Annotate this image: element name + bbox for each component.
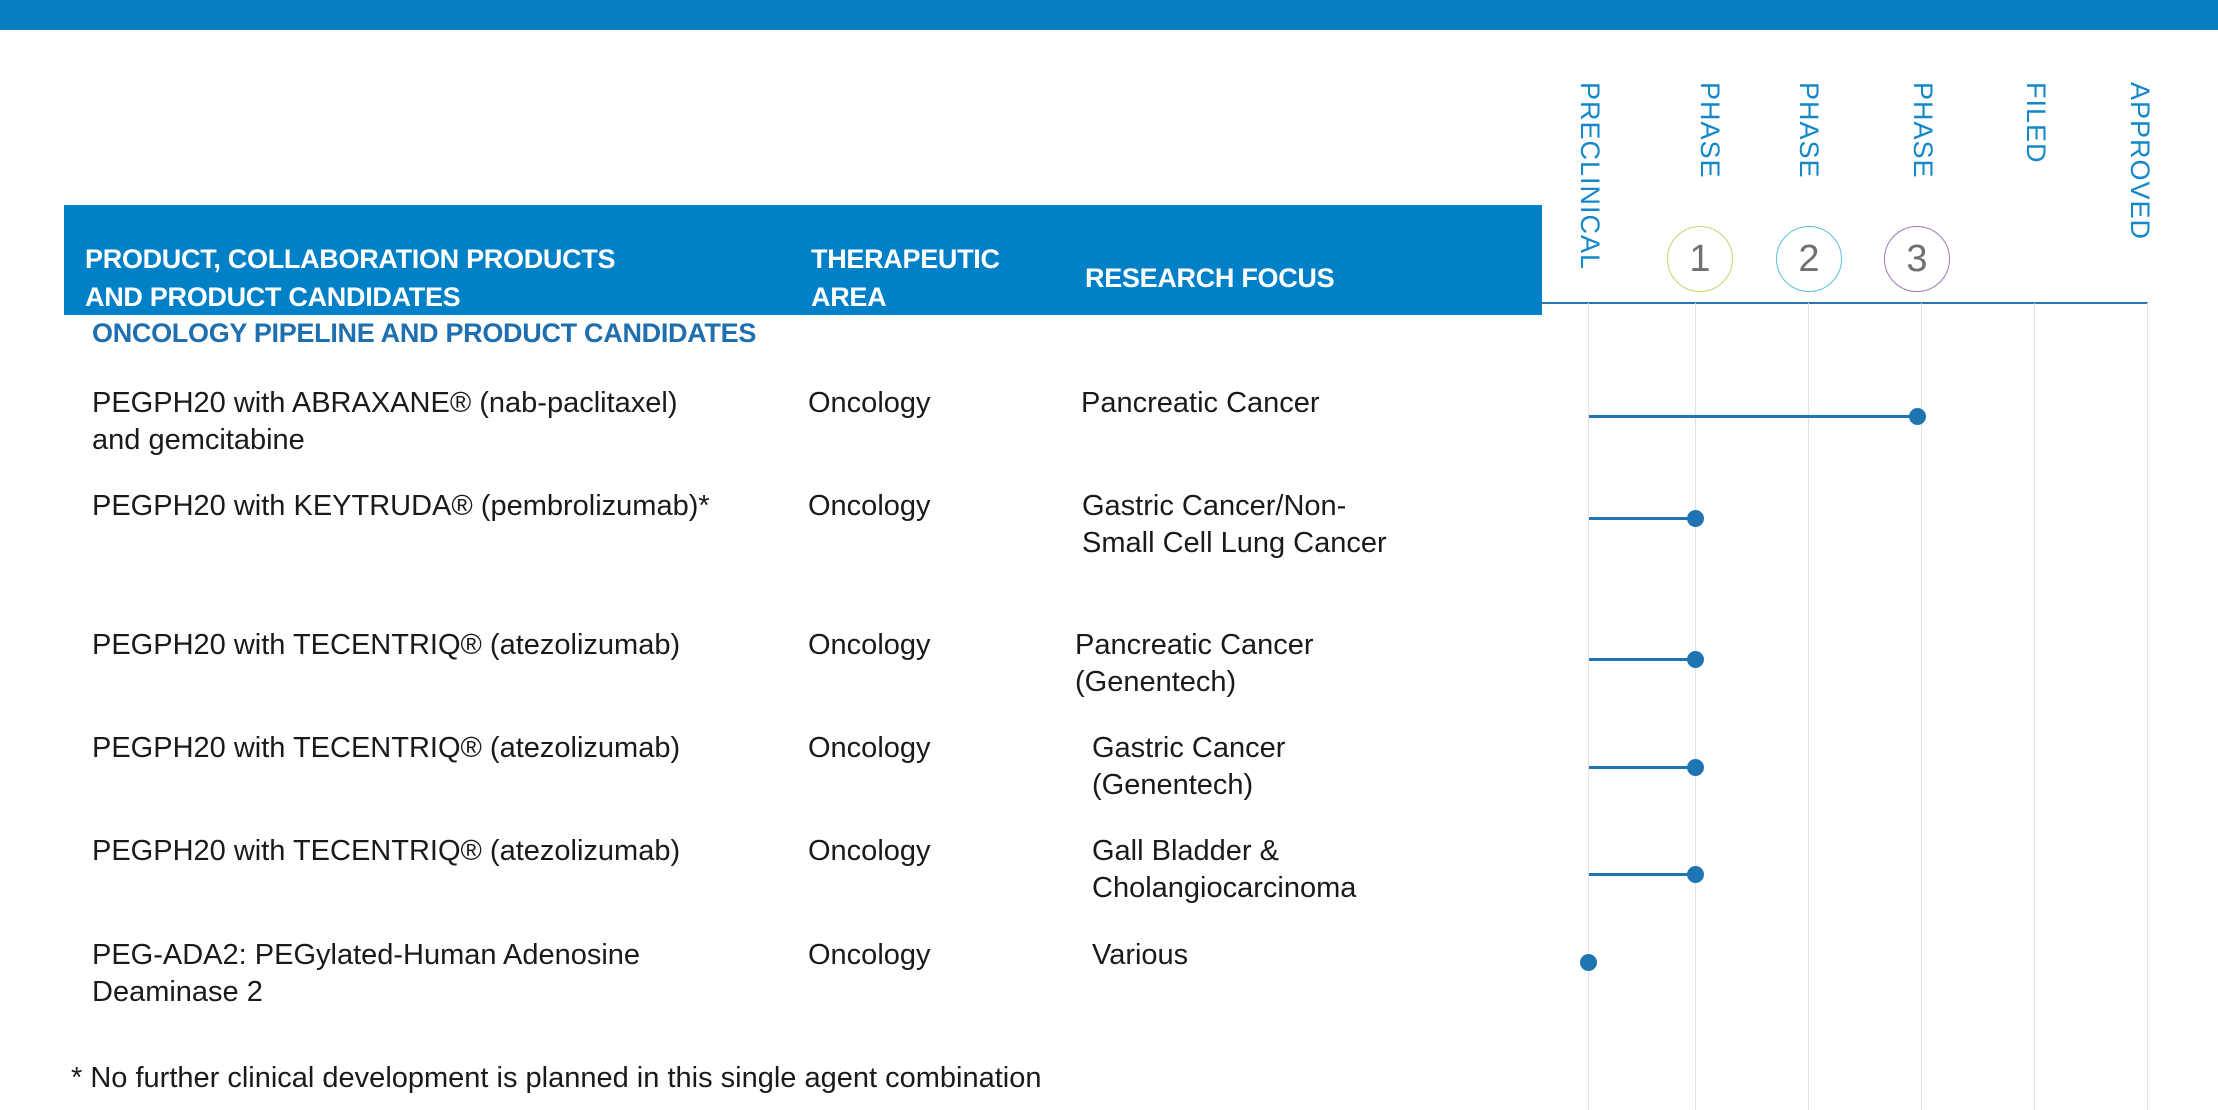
progress-dot (1580, 954, 1597, 971)
progress-bar (1589, 873, 1695, 876)
top-banner (0, 0, 2218, 30)
stage-gridline (1695, 303, 1696, 1110)
row-6-product: PEG-ADA2: PEGylated-Human Adenosine Deaminase 2 (92, 939, 641, 1008)
progress-bar (1589, 415, 1917, 418)
header-research-focus: RESEARCH FOCUS (1085, 263, 1335, 293)
progress-bar (1589, 517, 1695, 520)
row-1-product: PEGPH20 with ABRAXANE® (nab-paclitaxel) and gemcitabine (92, 387, 678, 456)
phase-3-badge: 3 (1884, 226, 1950, 292)
row-2-focus: Gastric Cancer/Non- Small Cell Lung Cancer (1082, 490, 1387, 559)
row-5-focus: Gall Bladder & Cholangiocarcinoma (1092, 835, 1357, 904)
stage-phase-2: PHASE (1794, 82, 1824, 179)
header-product: PRODUCT, COLLABORATION PRODUCTS AND PRODUCT CANDIDATES (85, 244, 616, 312)
row-3-focus: Pancreatic Cancer (Genentech) (1075, 629, 1314, 698)
section-title: ONCOLOGY PIPELINE AND PRODUCT CANDIDATES (92, 318, 757, 348)
progress-bar (1589, 658, 1695, 661)
row-1-focus: Pancreatic Cancer (1081, 387, 1320, 419)
row-5-product: PEGPH20 with TECENTRIQ® (atezolizumab) (92, 835, 681, 867)
progress-dot (1687, 651, 1704, 668)
row-6-focus: Various (1092, 939, 1189, 971)
row-4-focus: Gastric Cancer (Genentech) (1092, 732, 1286, 801)
row-3-product: PEGPH20 with TECENTRIQ® (atezolizumab) (92, 629, 681, 661)
row-1-area: Oncology (808, 387, 931, 419)
header-therapeutic-area: THERAPEUTIC AREA (811, 244, 1000, 312)
phase-1-badge: 1 (1667, 226, 1733, 292)
stage-phase-1: PHASE (1695, 82, 1725, 179)
progress-dot (1909, 408, 1926, 425)
table-header (64, 205, 1542, 315)
stage-preclinical: PRECLINICAL (1575, 82, 1605, 271)
progress-dot (1687, 866, 1704, 883)
progress-bar (1589, 766, 1695, 769)
row-3-area: Oncology (808, 629, 931, 661)
stage-phase-3: PHASE (1908, 82, 1938, 179)
row-6-area: Oncology (808, 939, 931, 971)
phase-2-badge: 2 (1776, 226, 1842, 292)
row-4-product: PEGPH20 with TECENTRIQ® (atezolizumab) (92, 732, 681, 764)
row-4-area: Oncology (808, 732, 931, 764)
row-2-area: Oncology (808, 490, 931, 522)
progress-dot (1687, 510, 1704, 527)
stage-filed: FILED (2021, 82, 2051, 164)
row-2-product: PEGPH20 with KEYTRUDA® (pembrolizumab)* (92, 490, 710, 522)
stage-gridline (2147, 303, 2148, 1110)
progress-dot (1687, 759, 1704, 776)
stage-gridline (2034, 303, 2035, 1110)
stage-axis-line (1542, 302, 2148, 304)
footnote: * No further clinical development is planned in this single agent combination (71, 1062, 1042, 1094)
row-5-area: Oncology (808, 835, 931, 867)
stage-gridline (1808, 303, 1809, 1110)
stage-gridline (1588, 303, 1589, 1110)
stage-approved: APPROVED (2125, 82, 2155, 241)
